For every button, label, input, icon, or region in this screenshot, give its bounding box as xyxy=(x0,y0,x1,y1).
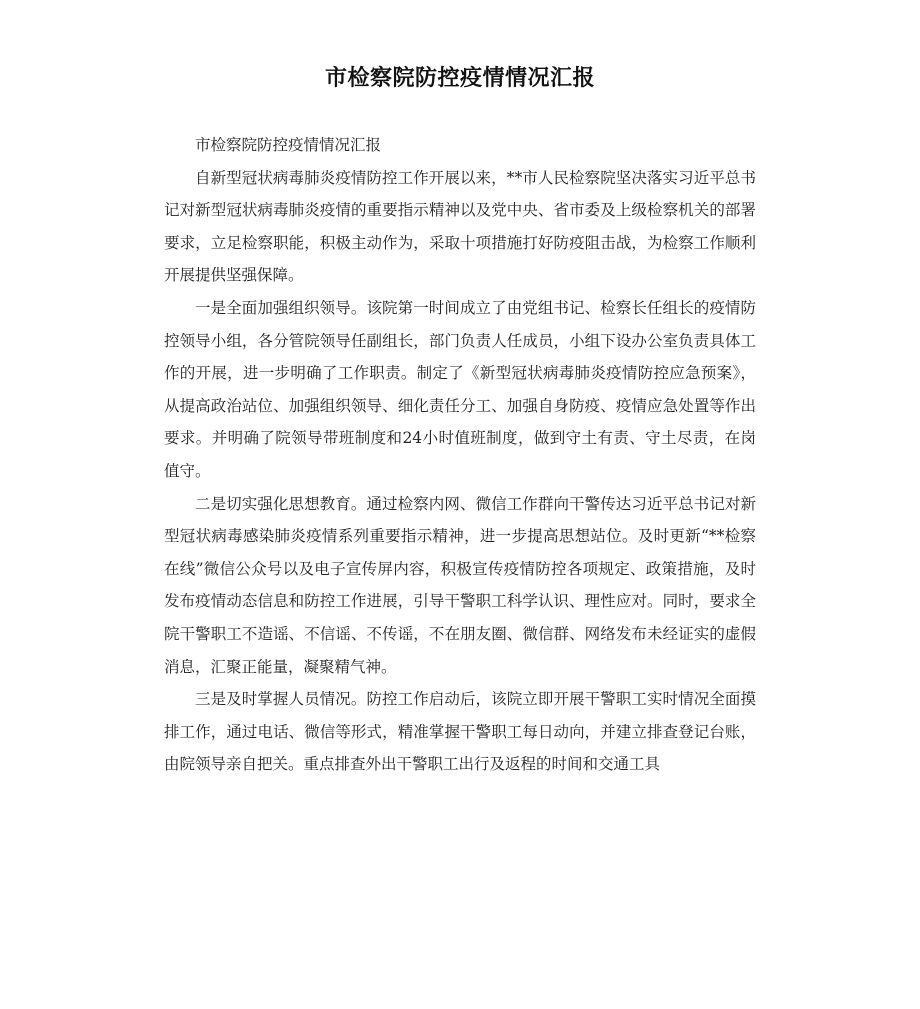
document-title: 市检察院防控疫情情况汇报 xyxy=(324,66,595,91)
document-body xyxy=(164,129,756,781)
section-three-paragraph: 三是及时掌握人员情况。防控工作启动后，该院立即开展干警职工实时情况全面摸排工作，通过电话、微信等形式，精准掌握干警职工每日动向，并建立排查登记台账，由院领导亲自把关。重点排查外出干警职工出行及返程的时间和交通工具 xyxy=(164,690,756,774)
subtitle-paragraph: 市检察院防控疫情情况汇报 xyxy=(195,136,382,154)
section-one-paragraph: 一是全面加强组织领导。该院第一时间成立了由党组书记、检察长任组长的疫情防控领导小组，各分管院领导任副组长，部门负责人任成员，小组下设办公室负责具体工作的开展，进一步明确了工作职责。制定了《新型冠状病毒肺炎疫情防控应急预案》，从提高政治站位、加强组织领导、细化责任分工、加强自身防疫、疫情应急处置等作出要求。并明确了院领导带班制度和24小时值班制度，做到守土有责、守土尽责，在岗值守。 xyxy=(164,298,756,480)
intro-paragraph: 自新型冠状病毒肺炎疫情防控工作开展以来，**市人民检察院坚决落实习近平总书记对新型冠状病毒肺炎疫情的重要指示精神以及党中央、省市委及上级检察机关的部署要求，立足检察职能，积极主动作为，采取十项措施打好防疫阻击战，为检察工作顺利开展提供坚强保障。 xyxy=(164,168,756,285)
section-two-paragraph: 二是切实强化思想教育。通过检察内网、微信工作群向干警传达习近平总书记对新型冠状病毒感染肺炎疫情系列重要指示精神，进一步提高思想站位。及时更新“**检察在线”微信公众号以及电子宣传屏内容，积极宣传疫情防控各项规定、政策措施，及时发布疫情动态信息和防控工作进展，引导干警职工科学认识、理性应对。同时，要求全院干警职工不造谣、不信谣、不传谣，不在朋友圈、微信群、网络发布未经证实的虚假消息，汇聚正能量，凝聚精气神。 xyxy=(164,494,756,676)
